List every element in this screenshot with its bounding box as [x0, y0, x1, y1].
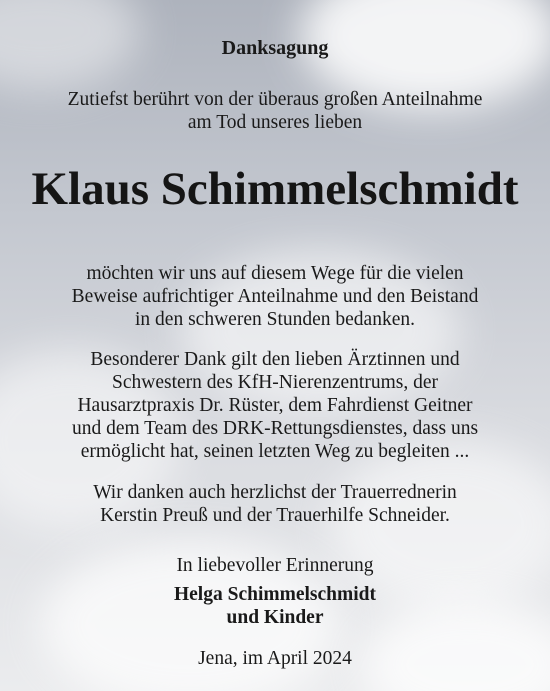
- paragraph-speakers: [0, 481, 550, 527]
- paragraph-line: Beweise aufrichtiger Anteilnahme und den Beistand: [71, 286, 479, 307]
- heading: Danksagung: [221, 37, 329, 59]
- intro-line: am Tod unseres lieben: [187, 112, 363, 133]
- paragraph-line: ermöglicht hat, seinen letzten Weg zu begleiten ...: [80, 441, 470, 462]
- closing-text: In liebevoller Erinnerung: [176, 555, 374, 576]
- deceased-name: Klaus Schimmelschmidt: [31, 163, 519, 215]
- paragraph-line: und dem Team des DRK-Rettungsdienstes, dass uns: [71, 418, 479, 439]
- paragraph-line: möchten wir uns auf diesem Wege für die vielen: [86, 263, 464, 284]
- signers: [0, 583, 550, 629]
- paragraph-line: Schwestern des KfH-Nierenzentrums, der: [112, 372, 438, 393]
- signer-line: und Kinder: [226, 607, 324, 628]
- place-date: Jena, im April 2024: [198, 648, 352, 669]
- signer-line: Helga Schimmelschmidt: [173, 584, 377, 605]
- intro-text: [0, 88, 550, 134]
- paragraph-special-thanks: [0, 348, 550, 463]
- paragraph-line: Kerstin Preuß und der Trauerhilfe Schneider.: [100, 505, 450, 526]
- paragraph-thanks: [0, 262, 550, 331]
- intro-line: Zutiefst berührt von der überaus großen Anteilnahme: [67, 89, 483, 110]
- paragraph-line: Wir danken auch herzlichst der Trauerrednerin: [93, 482, 457, 503]
- paragraph-line: in den schweren Stunden bedanken.: [135, 309, 415, 330]
- paragraph-line: Besonderer Dank gilt den lieben Ärztinnen und: [90, 349, 460, 370]
- paragraph-line: Hausarztpraxis Dr. Rüster, dem Fahrdienst Geitner: [77, 395, 473, 416]
